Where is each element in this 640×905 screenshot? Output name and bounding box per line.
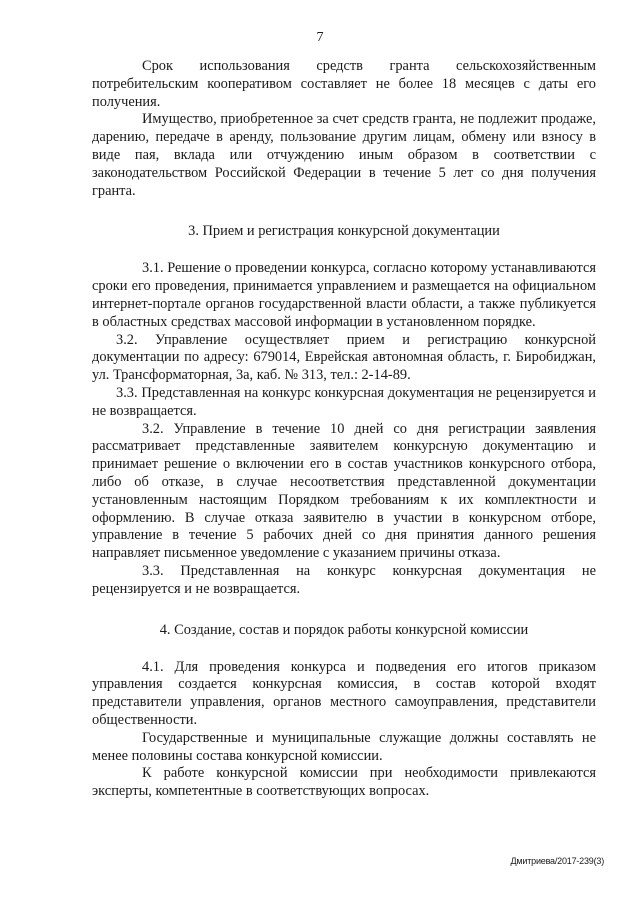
paragraph-3-3-first: 3.3. Представленная на конкурс конкурсная документация не рецензируется и не возвращается. xyxy=(92,384,596,419)
paragraph-4-experts: К работе конкурсной комиссии при необходимости привлекаются эксперты, компетентные в соответствующих вопросах. xyxy=(92,765,596,800)
paragraph-property-restrictions: Имущество, приобретенное за счет средств гранта, не подлежит продаже, дарению, передаче в аренду, пользование другим лицам, обмену или взносу в виде пая, вклада или отчуждению иным образом в соответствии с законодательством Российской Федерации в течение 5 лет со дня получения гранта. xyxy=(92,111,596,199)
section-4-heading: 4. Создание, состав и порядок работы конкурсной комиссии xyxy=(159,621,529,638)
section-3-heading: 3. Прием и регистрация конкурсной документации xyxy=(188,223,500,240)
paragraph-4-civil-servants: Государственные и муниципальные служащие должны составлять не менее половины состава конкурсной комиссии. xyxy=(92,729,596,764)
document-body xyxy=(92,58,596,801)
page-number: 7 xyxy=(316,30,324,45)
paragraph-grant-usage-term: Срок использования средств гранта сельскохозяйственным потребительским кооперативом составляет не более 18 месяцев с даты его получения. xyxy=(92,58,596,110)
paragraph-3-1: 3.1. Решение о проведении конкурса, согласно которому устанавливаются сроки его проведения, принимается управлением и размещается на официальном интернет-портале органов государственной власти области, а также публикуется в областных средствах массовой информации в установленном порядке. xyxy=(92,260,596,330)
paragraph-3-2: 3.2. Управление осуществляет прием и регистрацию конкурсной документации по адресу: 679014, Еврейская автономная область, г. Биробиджан, ул. Трансформаторная, 3а, каб. № 313, тел.: 2-14-89. xyxy=(92,331,596,384)
paragraph-3-2-second: 3.2. Управление в течение 10 дней со дня регистрации заявления рассматривает представленные заявителем конкурсную документацию и принимает решение о включении его в состав участников конкурсного отбора, либо об отказе, в случае несоответствия представленной документации установленным настоящим Порядком требованиям к их комплектности и оформлению. В случае отказа заявителю в участии в конкурсном отборе, управление в течение 5 рабочих дней со дня принятия данного решения направляет письменное уведомление с указанием причины отказа. xyxy=(92,420,596,562)
paragraph-3-3-second: 3.3. Представленная на конкурс конкурсная документация не рецензируется и не возвращается. xyxy=(92,562,596,597)
document-registration-mark: Дмитриева/2017-239(3) xyxy=(510,856,604,866)
paragraph-4-1: 4.1. Для проведения конкурса и подведения его итогов приказом управления создается конкурсная комиссия, в состав которой входят представители управления, органов местного самоуправления, представители общественности. xyxy=(92,658,596,728)
